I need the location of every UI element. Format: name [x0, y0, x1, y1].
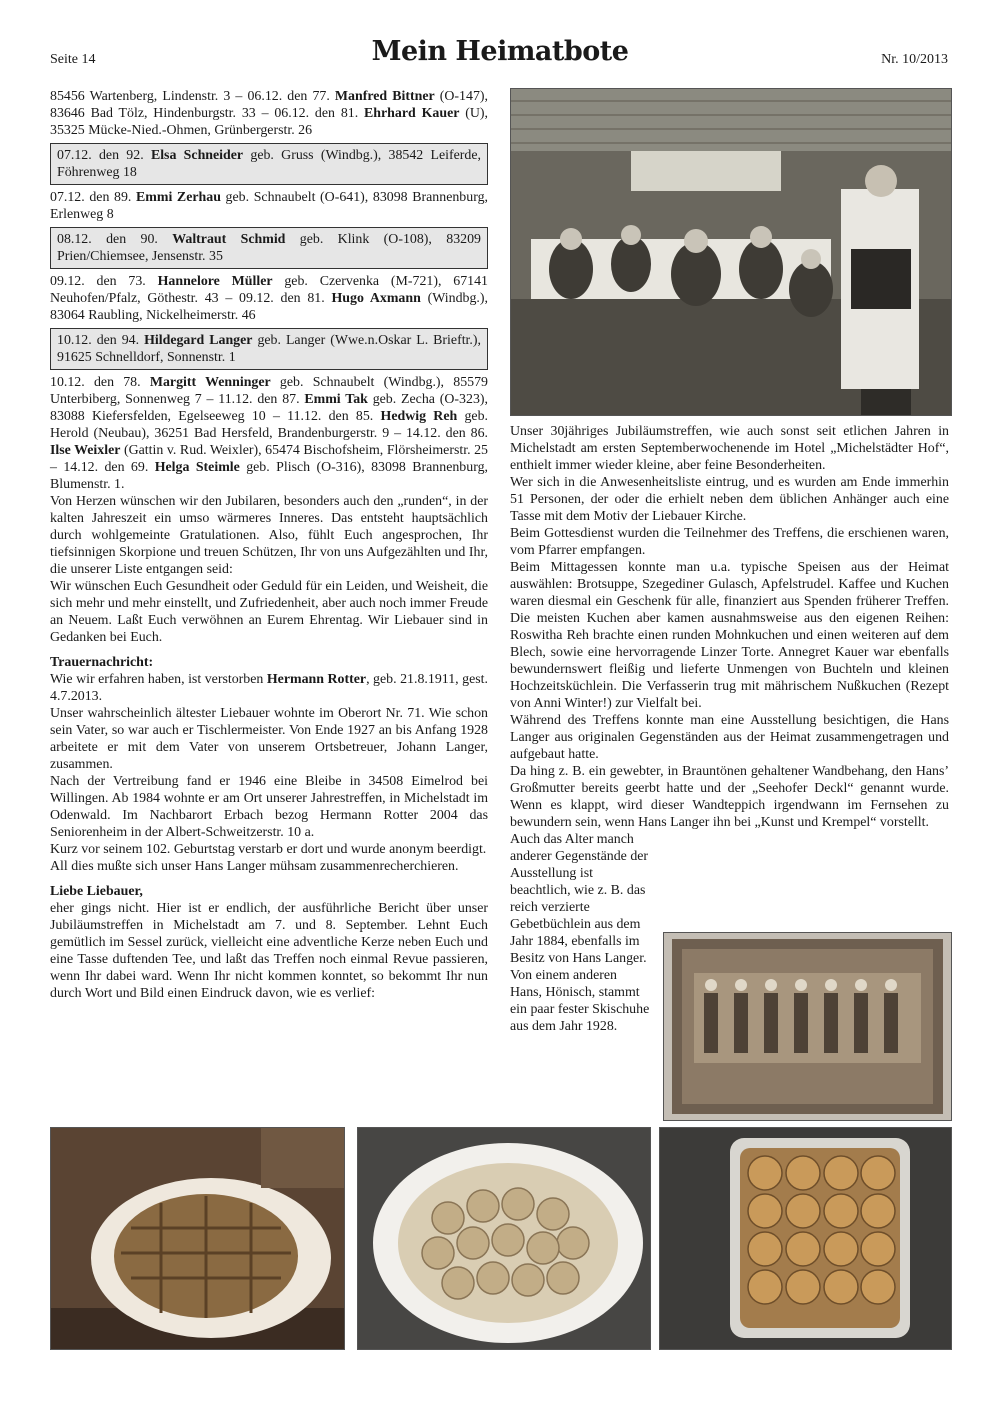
report-paragraph: Von einem anderen Hans, Hönisch, stammt ein paar fester Skischuhe aus dem Jahr 1928. [510, 968, 650, 1034]
cake-photo [50, 1127, 345, 1350]
page-number: Seite 14 [50, 52, 96, 67]
report-paragraph: Auch das Alter manch anderer Gegenstände der Ausstellung ist beachtlich, wie z. B. das reich verzierte Gebetbüchlein aus dem Jahr 1884, ebenfalls im Besitz von Hans Langer. [510, 832, 649, 966]
birthday-entry: 85456 Wartenberg, Lindenstr. 3 – 06.12. den 77. Manfred Bittner (O-147), 83646 Bad Tölz, Hindenburgstr. 33 – 06.12. den 81. Ehrhard Kauer (U), 35325 Mücke-Nied.-Ohmen, Grünbergerstr. 26 [50, 89, 489, 138]
birthday-entry: 10.12. den 78. Margitt Wenninger geb. Schnaubelt (Windbg.), 85579 Unterbiberg, Sonnenweg 7 – 11.12. den 87. Emmi Tak geb. Zecha (O-323), 83088 Kiefersfelden, Egelseeweg 10 – 11.12. den 85. Hedwig Reh geb. Herold (Neubau), 36251 Bad Hersfeld, Brandenburgerstr. 9 – 14.12. den 86. Ilse Weixler (Gattin v. Rud. Weixler), 65474 Bischofsheim, Flörsheimerstr. 25 – 14.12. den 69. Helga Steimle geb. Plisch (O-316), 83098 Brannenburg, Blumenstr. 1. [50, 375, 488, 492]
report-paragraph: Beim Gottesdienst wurden die Teilnehmer des Treffens, die erschienen waren, vom Pfarrer empfangen. [510, 526, 949, 558]
letter-paragraph: eher gings nicht. Hier ist er endlich, der ausführliche Bericht über unser Jubiläumstreffen in Michelstadt am 7. und 8. September. Lehnt Euch gemütlich im Sessel zurück, vielleicht eine adventliche Kerze neben Euch und eine Tasse duftenden Tee, und laßt das Treffen noch einmal Revue passieren, wenn Ihr dabei ward. Wenn Ihr nicht kommen konntet, so bekommt Ihr nun durch Wort und Bild einen Eindruck davon, wie es verlief: [50, 901, 488, 1001]
mourning-paragraph: Kurz vor seinem 102. Geburtstag verstarb er dort und wurde anonym beerdigt. [50, 842, 487, 857]
highlight-box: 07.12. den 92. Elsa Schneider geb. Gruss (Windbg.), 38542 Leiferde, Föhrenweg 18 [50, 143, 488, 185]
mourning-paragraph: All dies mußte sich unser Hans Langer mühsam zusammenrecherchieren. [50, 859, 459, 874]
mourning-paragraph: Unser wahrscheinlich ältester Liebauer wohnte im Oberort Nr. 71. Wie schon sein Vater, so war auch er Tischlermeister. Von Ende 1927 an bis Anfang 1928 arbeitete er mit dem Vater von unserem Ortsbetreuer, Johann Langer, zusammen. [50, 706, 488, 772]
mourning-heading: Trauernachricht: [50, 655, 154, 670]
mourning-paragraph: Nach der Vertreibung fand er 1946 eine Bleibe in 34508 Eimelrod bei Willingen. Ab 1984 wohnte er am Ort unserer Jahrestreffen, in Michelstadt im Odenwald. Im Nachbarort Erbach bezog Hermann Rotter 2004 das Seniorenheim in der Albert-Schweitzerstr. 10 a. [50, 774, 488, 840]
masthead-logo: Mein Heimatbote [371, 36, 629, 67]
report-paragraph: Unser 30jähriges Jubiläumstreffen, wie auch sonst seit etlichen Jahren in Michelstadt am ersten Septemberwochenende im Hotel „Michelstädter Hof“, enthielt immer wieder kleine, aber feine Besonderheiten. [510, 424, 949, 473]
mourning-paragraph: Wie wir erfahren haben, ist verstorben Hermann Rotter, geb. 21.8.1911, gest. 4.7.2013. [50, 672, 488, 704]
report-paragraph: Da hing z. B. ein gewebter, in Brauntönen gehaltener Wandbehang, den Hans’ Großmutter bereits geerbt hatte und der „Seehofer Deckl“ genannt wurde. Wenn es klappt, wird dieser Wandteppich irgendwann im Fernsehen zu bewundern sein, wenn Hans Langer ihn bei „Kunst und Krempel“ vorstellt. [510, 764, 949, 830]
greeting-paragraph: Von Herzen wünschen wir den Jubilaren, besonders auch den „runden“, in der kalten Jahreszeit ein umso wärmeres Inneres. Das entsteht hauptsächlich durch wohlgemeinte Gratulationen. Also, fühlt Euch angesprochen, Ihr tiefsinnigen Skorpione und treuen Schützen, Ihr von uns Aufgezählten und Ihr, die unserer Liste entgangen seid: [50, 494, 488, 577]
highlight-box: 10.12. den 94. Hildegard Langer geb. Langer (Wwe.n.Oskar L. Brieftr.), 91625 Schnelldorf, Sonnenstr. 1 [50, 328, 488, 370]
tapestry-photo [663, 932, 952, 1121]
report-paragraph: Während des Treffens konnte man eine Ausstellung besichtigen, die Hans Langer aus originalen Gegenständen aus der Heimat zusammengetragen und aufgebaut hatte. [510, 713, 949, 762]
buns-photo [659, 1127, 952, 1350]
highlight-box: 08.12. den 90. Waltraut Schmid geb. Klink (O-108), 83209 Prien/Chiemsee, Jensenstr. 35 [50, 227, 488, 269]
left-column [50, 88, 488, 1002]
greeting-paragraph: Wir wünschen Euch Gesundheit oder Geduld für ein Leiden, und Weisheit, die sich mehr und mehr einstellt, und Zufriedenheit, aber auch noch immer Freude an Neuem. Laßt Euch verwöhnen an Eurem Ehrentag. Wir Liebauer sind in Gedanken bei Euch. [50, 579, 488, 645]
cookies-photo [357, 1127, 651, 1350]
wrapped-text [510, 831, 650, 1035]
birthday-entry: 07.12. den 89. Emmi Zerhau geb. Schnaubelt (O-641), 83098 Brannenburg, Erlenweg 8 [50, 190, 488, 222]
report-paragraph: Beim Mittagessen konnte man u.a. typische Speisen aus der Heimat auswählen: Brotsuppe, Szegediner Gulasch, Apfelstrudel. Kaffee und Kuchen waren diesmal ein Geschenk für alle, finanziert aus Spenden früherer Treffen. Die meisten Kuchen aber kamen ausnahmsweise aus den eigenen Reihen: Roswitha Reh brachte einen runden Mohnkuchen und einen weiteren auf dem Blech, sowie eine hervorragende Linzer Torte. Annegret Kauer war ebenfalls bewundernswert fleißig und lieferte Unmengen von Buchteln und kleinen Hochzeitsküchlein. Die Verfasserin trug mit mährischem Nußkuchen (Rezept von Anni Winter!) zur Vielfalt bei. [510, 560, 949, 711]
report-paragraph: Wer sich in die Anwesenheitsliste eintrug, und es wurden am Ende immerhin 51 Personen, der oder die erhielt neben dem üblichen Anhänger auch eine Tasse mit dem Motiv der Liebauer Kirche. [510, 475, 949, 524]
issue-number: Nr. 10/2013 [881, 52, 948, 67]
event-photo [510, 88, 952, 416]
birthday-entry: 09.12. den 73. Hannelore Müller geb. Czervenka (M-721), 67141 Neuhofen/Pfalz, Göthestr. 43 – 09.12. den 81. Hugo Axmann (Windbg.), 83064 Raubling, Nickelheimerstr. 46 [50, 274, 488, 323]
letter-heading: Liebe Liebauer, [50, 884, 143, 899]
